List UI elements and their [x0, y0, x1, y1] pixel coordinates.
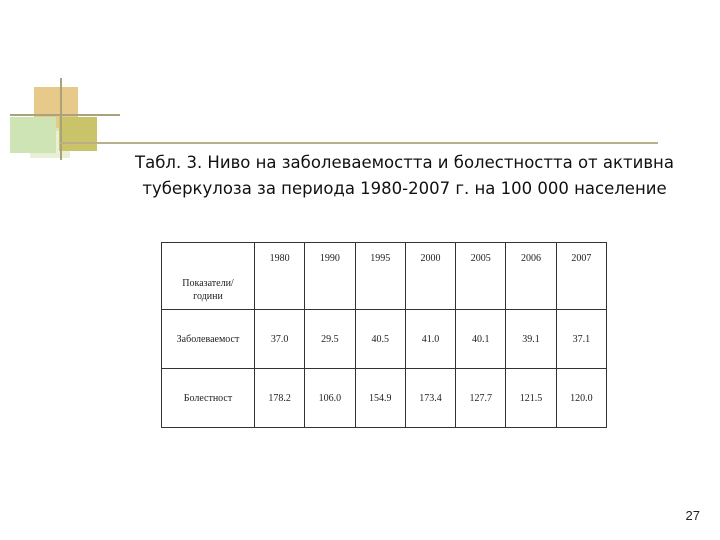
- title-line-2: туберкулоза за периода 1980-2007 г. на 100 000 население: [142, 179, 667, 198]
- decorative-square-olive: [59, 117, 97, 151]
- value-cell: 37.0: [255, 310, 305, 369]
- year-header-cell: 1990: [305, 243, 355, 310]
- value-cell: 154.9: [355, 369, 405, 428]
- value-cell: 41.0: [405, 310, 455, 369]
- table-row-prevalence: [162, 369, 607, 428]
- value-cell: 37.1: [556, 310, 606, 369]
- corner-header-cell: [162, 243, 255, 310]
- title-line-1: Табл. 3. Ниво на заболеваемостта и болестността от активна: [135, 153, 674, 172]
- value-cell: 121.5: [506, 369, 556, 428]
- page-number: 27: [685, 508, 700, 523]
- year-header-cell: 1995: [355, 243, 405, 310]
- value-cell: 127.7: [456, 369, 506, 428]
- year-header-cell: 1980: [255, 243, 305, 310]
- corner-label-line-1: Показатели/: [182, 278, 234, 289]
- value-cell: 173.4: [405, 369, 455, 428]
- value-cell: 178.2: [255, 369, 305, 428]
- decorative-vertical-line: [60, 78, 62, 160]
- row-label-cell: Болестност: [162, 369, 255, 428]
- corner-label-line-2: години: [193, 291, 223, 302]
- corner-label: [182, 277, 233, 303]
- row-label-cell: Заболеваемост: [162, 310, 255, 369]
- year-header-cell: 2000: [405, 243, 455, 310]
- table-header-row: [162, 243, 607, 310]
- slide-title: [112, 150, 697, 202]
- decorative-square-green: [10, 117, 56, 153]
- year-header-cell: 2005: [456, 243, 506, 310]
- value-cell: 106.0: [305, 369, 355, 428]
- value-cell: 120.0: [556, 369, 606, 428]
- decorative-short-line: [10, 114, 120, 116]
- title-divider-line: [60, 142, 658, 144]
- value-cell: 40.1: [456, 310, 506, 369]
- value-cell: 40.5: [355, 310, 405, 369]
- table-row-incidence: [162, 310, 607, 369]
- incidence-prevalence-table: [161, 242, 607, 428]
- value-cell: 39.1: [506, 310, 556, 369]
- year-header-cell: 2007: [556, 243, 606, 310]
- value-cell: 29.5: [305, 310, 355, 369]
- year-header-cell: 2006: [506, 243, 556, 310]
